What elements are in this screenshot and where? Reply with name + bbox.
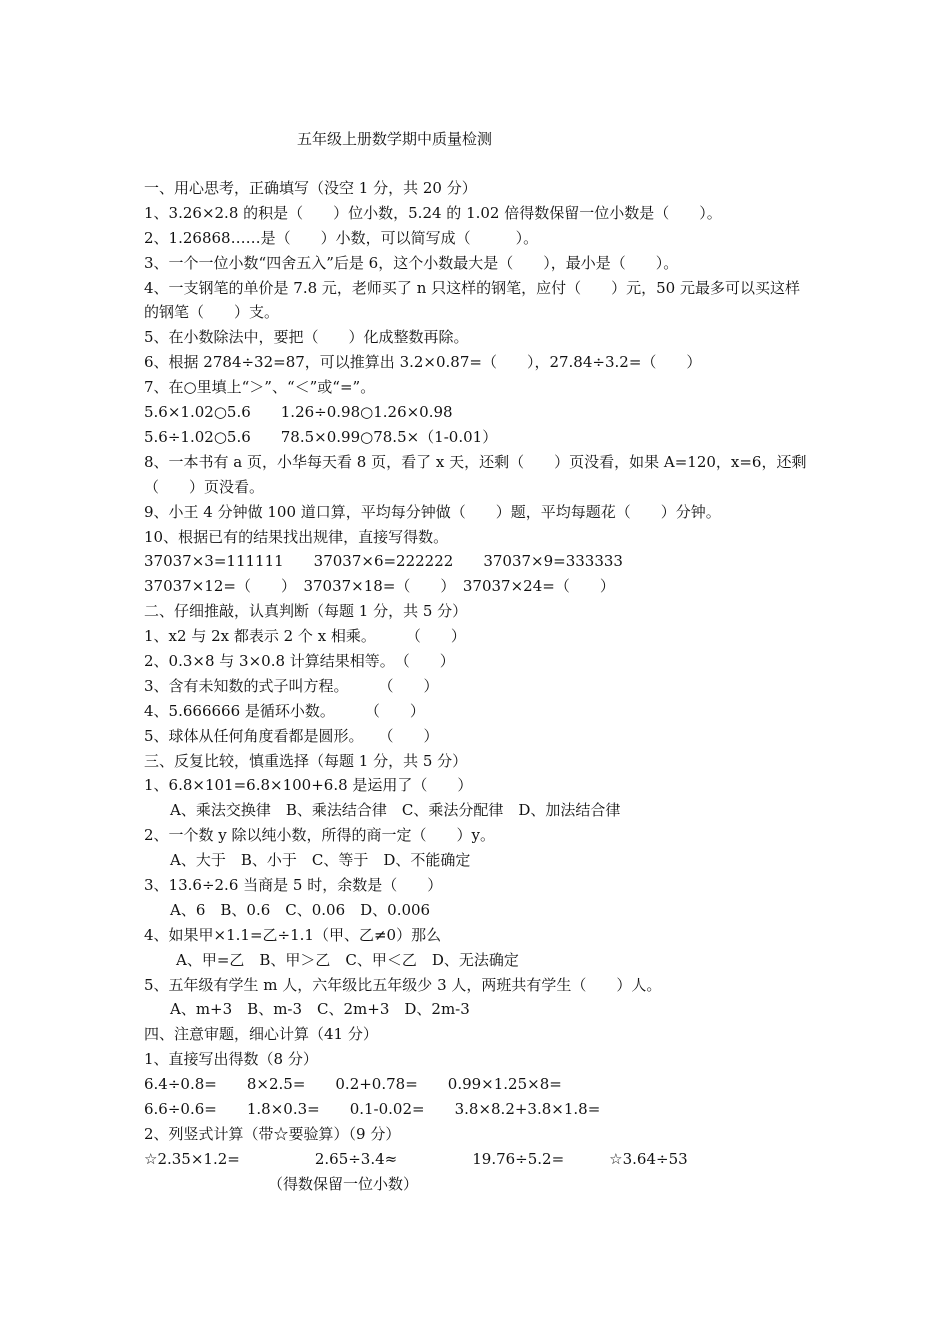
section-heading: 二、仔细推敲，认真判断（每题 1 分，共 5 分）	[144, 602, 468, 621]
question-line: 1、3.26×2.8 的积是（ ）位小数，5.24 的 1.02 倍得数保留一位小数是（ ）。	[144, 203, 722, 222]
question-line: 37037×12=（ ） 37037×18=（ ） 37037×24=（ ）	[144, 577, 615, 596]
question-line: 1、6.8×101=6.8×100+6.8 是运用了（ ）	[144, 776, 473, 795]
section-heading: 一、用心思考，正确填写（没空 1 分，共 20 分）	[144, 179, 477, 197]
question-line: 5、球体从任何角度看都是圆形。 （ ）	[144, 726, 439, 745]
question-line: 5.6÷1.02○5.6 78.5×0.99○78.5×（1-0.01）	[144, 427, 498, 446]
question-line: 1、x2 与 2x 都表示 2 个 x 相乘。 （ ）	[144, 627, 466, 646]
question-line: 2、0.3×8 与 3×0.8 计算结果相等。 （ ）	[144, 651, 455, 670]
question-line: 4、一支钢笔的单价是 7.8 元，老师买了 n 只这样的钢笔，应付（ ）元，50 元最多可以买这样的钢笔（ ）支。	[144, 278, 800, 322]
question-line: 5、五年级有学生 m 人，六年级比五年级少 3 人，两班共有学生（ ）人。	[144, 975, 662, 994]
question-line: 6.4÷0.8= 8×2.5= 0.2+0.78= 0.99×1.25×8=	[144, 1075, 562, 1094]
question-line: 3、13.6÷2.6 当商是 5 时，余数是（ ）	[144, 876, 443, 894]
question-line: 2、一个数 y 除以纯小数，所得的商一定（ ）y。	[144, 826, 496, 845]
choice-options: A、甲=乙 B、甲＞乙 C、甲＜乙 D、无法确定	[176, 950, 519, 969]
question-line: 5.6×1.02○5.6 1.26÷0.98○1.26×0.98	[144, 403, 453, 422]
question-line: 9、小王 4 分钟做 100 道口算，平均每分钟做（ ）题，平均每题花（ ）分钟。	[144, 502, 721, 521]
question-line: 7、在○里填上“＞”、“＜”或“=”。	[144, 378, 376, 397]
question-line: 37037×3=111111 37037×6=222222 37037×9=333333	[144, 552, 623, 571]
question-line: 2、列竖式计算（带☆要验算）（9 分）	[144, 1124, 401, 1143]
rounding-note: （得数保留一位小数）	[268, 1174, 419, 1193]
question-line: ☆2.35×1.2= 2.65÷3.4≈ 19.76÷5.2= ☆3.64÷53	[144, 1149, 688, 1168]
question-line: 6.6÷0.6= 1.8×0.3= 0.1-0.02= 3.8×8.2+3.8×1.8=	[144, 1100, 601, 1119]
question-line: 5、在小数除法中，要把（ ）化成整数再除。	[144, 328, 469, 347]
choice-options: A、m+3 B、m-3 C、2m+3 D、2m-3	[170, 1000, 470, 1019]
choice-options: A、6 B、0.6 C、0.06 D、0.006	[170, 900, 431, 919]
choice-options: A、大于 B、小于 C、等于 D、不能确定	[170, 851, 471, 870]
question-line: 1、直接写出得数（8 分）	[144, 1050, 318, 1069]
section-heading: 四、注意审题，细心计算（41 分）	[144, 1025, 378, 1044]
question-line: 8、一本书有 a 页，小华每天看 8 页，看了 x 天，还剩（ ）页没看，如果 A=120，x=6，还剩（ ）页没看。	[144, 452, 807, 496]
question-line: 3、含有未知数的式子叫方程。 （ ）	[144, 676, 439, 695]
question-line: 2、1.26868……是（ ）小数，可以简写成（ ）。	[144, 228, 539, 247]
question-line: 4、如果甲×1.1=乙÷1.1（甲、乙≠0）那么	[144, 925, 442, 944]
question-line: 10、根据已有的结果找出规律，直接写得数。	[144, 527, 449, 546]
page-title: 五年级上册数学期中质量检测	[297, 130, 493, 148]
exam-body	[144, 176, 814, 1197]
question-line: 6、根据 2784÷32=87，可以推算出 3.2×0.87=（ ），27.84÷3.2=（ ）	[144, 353, 702, 372]
question-line: 4、5.666666 是循环小数。 （ ）	[144, 701, 425, 720]
question-line: 3、一个一位小数“四舍五入”后是 6，这个小数最大是（ ），最小是（ ）。	[144, 253, 679, 272]
choice-options: A、乘法交换律 B、乘法结合律 C、乘法分配律 D、加法结合律	[170, 801, 621, 820]
section-heading: 三、反复比较，慎重选择（每题 1 分，共 5 分）	[144, 751, 468, 770]
